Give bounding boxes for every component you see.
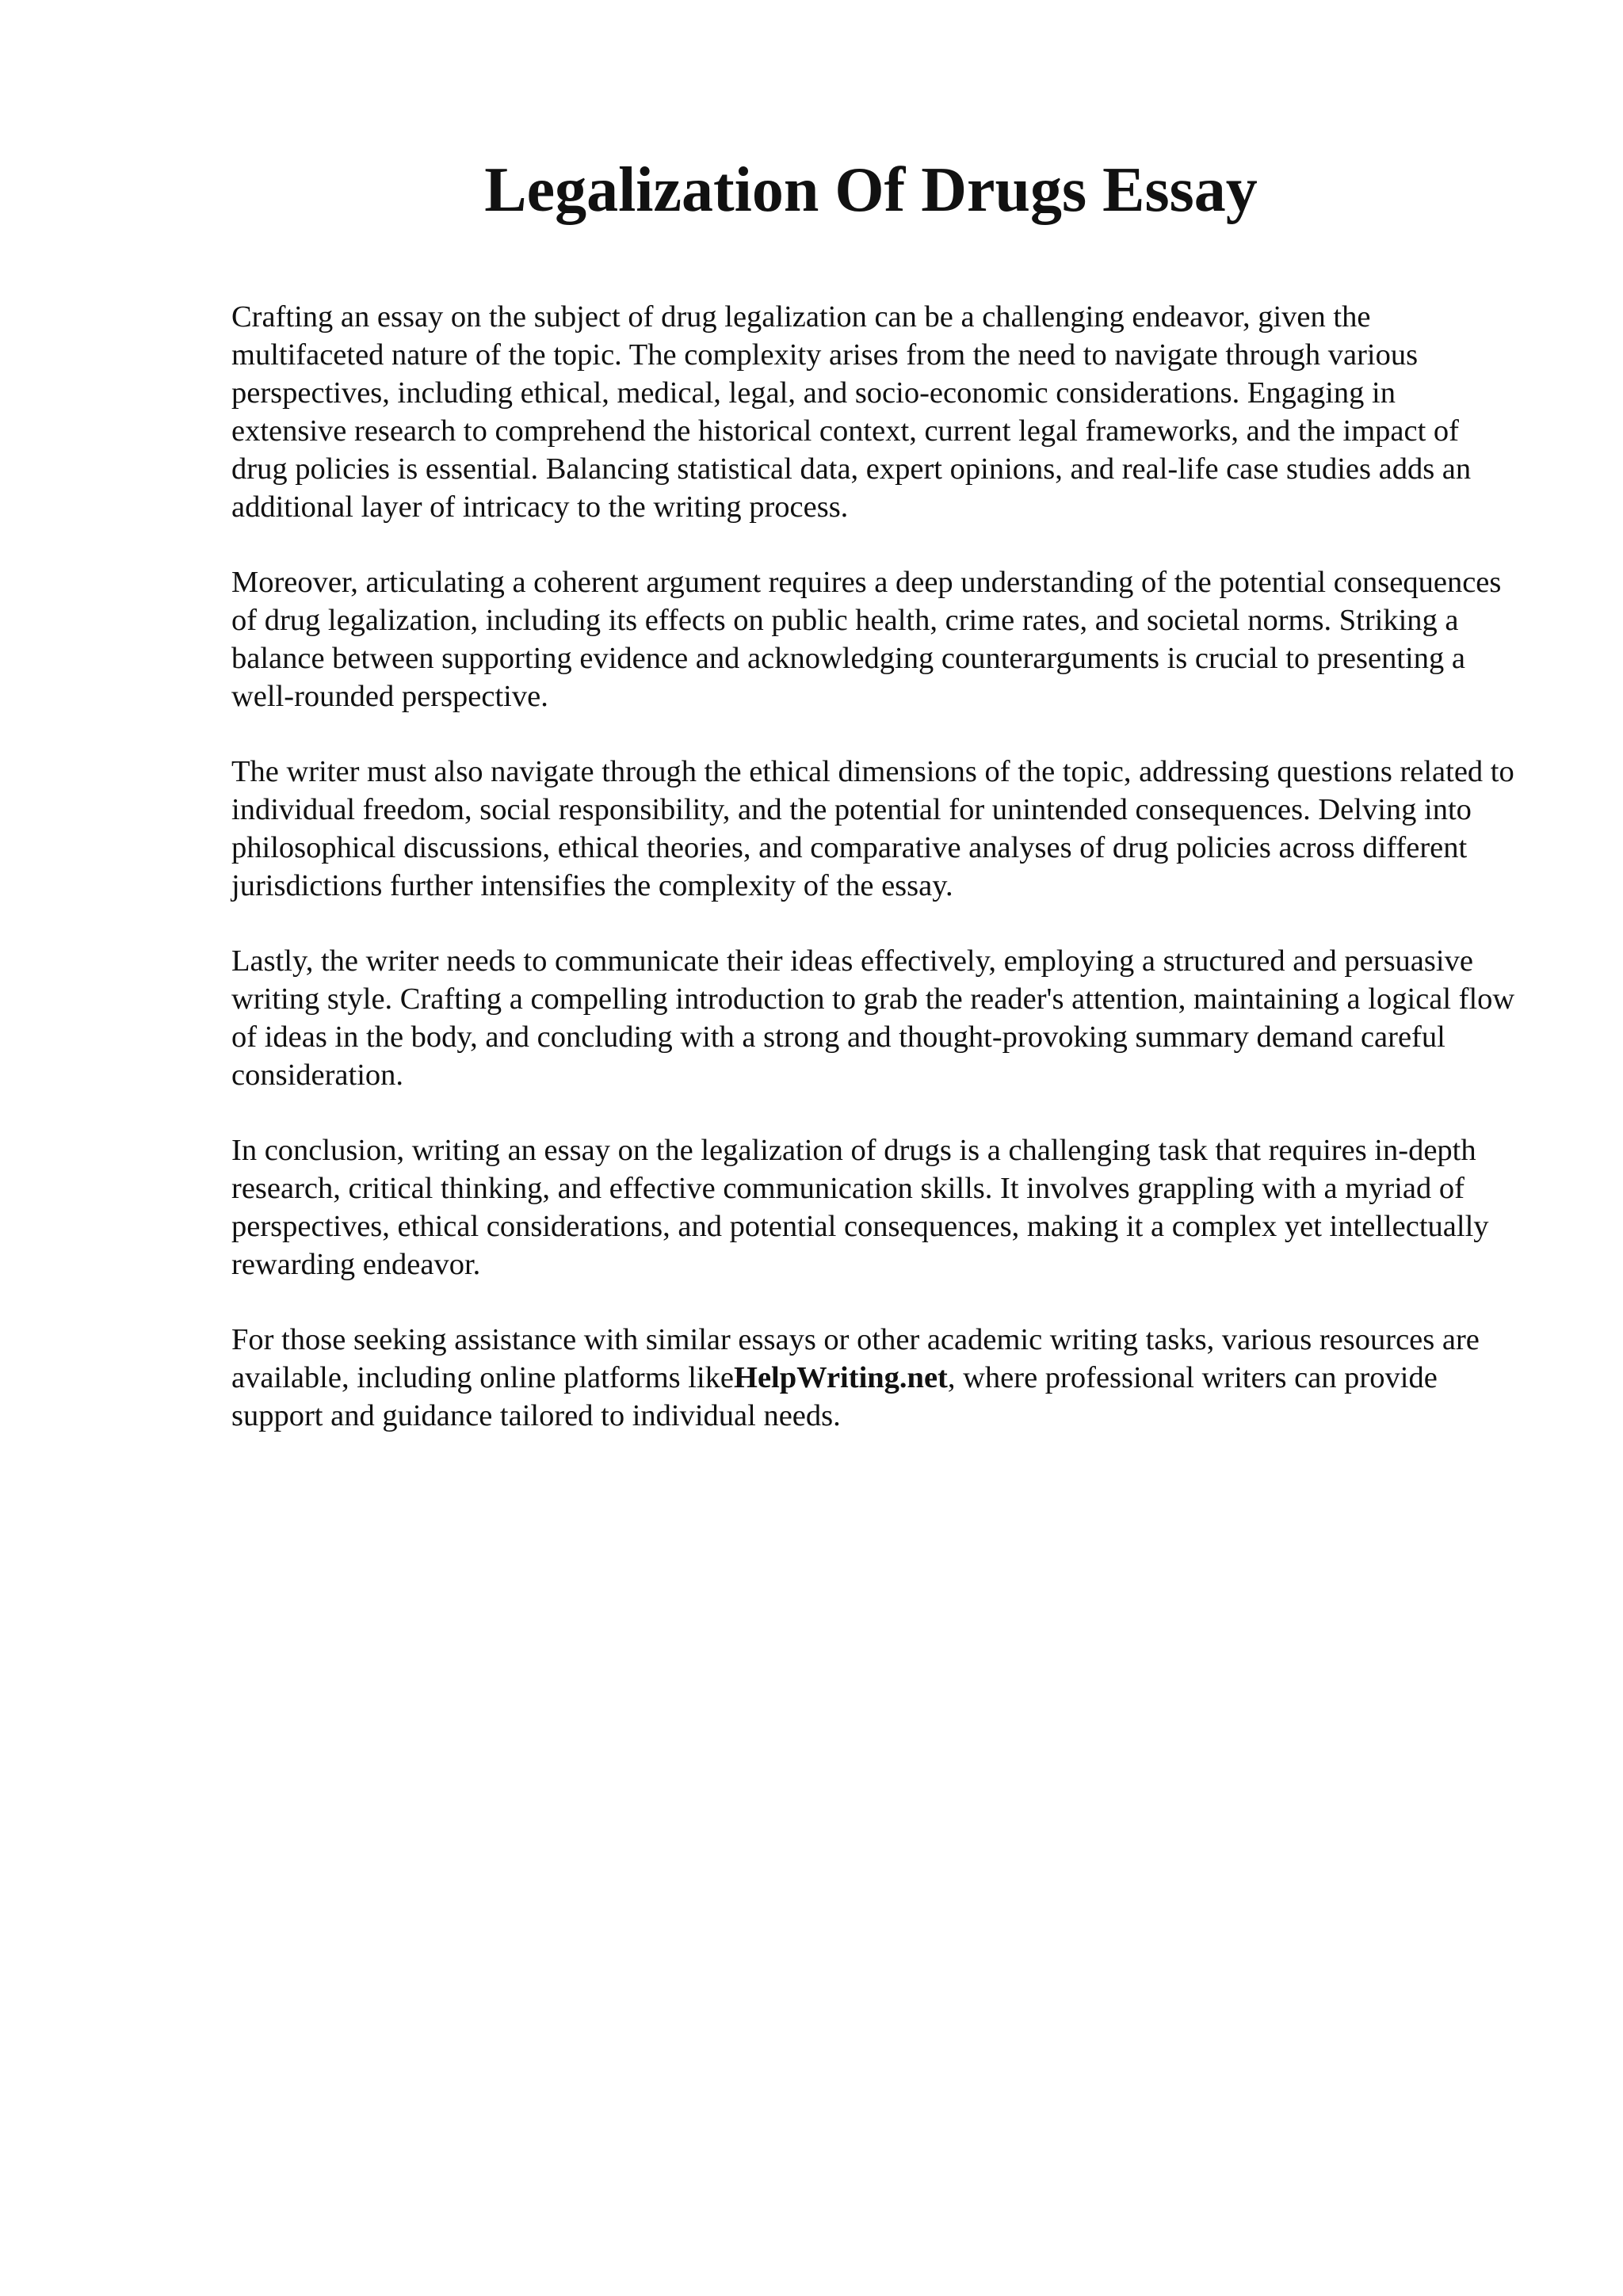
- paragraph-3: The writer must also navigate through the ethical dimensions of the topic, addressing questions related to individual freedom, social responsibility, and the potential for unintended consequences. Delving into philosophical discussions, ethical theories, and comparative analyses of drug policies across different jurisdictions further intensifies the complexity of the essay.: [231, 755, 1514, 902]
- paragraph-6-tail: , where professional writers can provide support and guidance tailored to individual needs.: [231, 1361, 1438, 1432]
- paragraph-2: Moreover, articulating a coherent argument requires a deep understanding of the potential consequences of drug legalization, including its effects on public health, crime rates, and societal norms. Striking a balance between supporting evidence and acknowledging counterarguments is crucial to presenting a well-rounded perspective.: [231, 566, 1502, 713]
- paragraph-6-lead: For those seeking assistance with similar essays or other academic writing tasks, various resources are available, including online platforms like: [231, 1323, 1480, 1394]
- helpwriting-link[interactable]: HelpWriting.net: [734, 1361, 948, 1394]
- paragraph-6: [231, 1321, 1515, 1435]
- paragraph-4: Lastly, the writer needs to communicate their ideas effectively, employing a structured and persuasive writing style. Crafting a compelling introduction to grab the reader's attention, maintaining a logical flow of ideas in the body, and concluding with a strong and thought-provoking summary demand careful consideration.: [231, 944, 1515, 1092]
- essay-body: [231, 298, 1515, 1472]
- paragraph-5: In conclusion, writing an essay on the legalization of drugs is a challenging task that requires in-depth research, critical thinking, and effective communication skills. It involves grappling with a myriad of perspectives, ethical considerations, and potential consequences, making it a complex yet intellectually rewarding endeavor.: [231, 1134, 1489, 1281]
- page-title: Legalization Of Drugs Essay: [484, 155, 1258, 225]
- paragraph-1: Crafting an essay on the subject of drug legalization can be a challenging endeavor, given the multifaceted nature of the topic. The complexity arises from the need to navigate through various perspectives, including ethical, medical, legal, and socio-economic considerations. Engaging in extensive research to comprehend the historical context, current legal frameworks, and the impact of drug policies is essential. Balancing statistical data, expert opinions, and real-life case studies adds an additional layer of intricacy to the writing process.: [231, 300, 1472, 524]
